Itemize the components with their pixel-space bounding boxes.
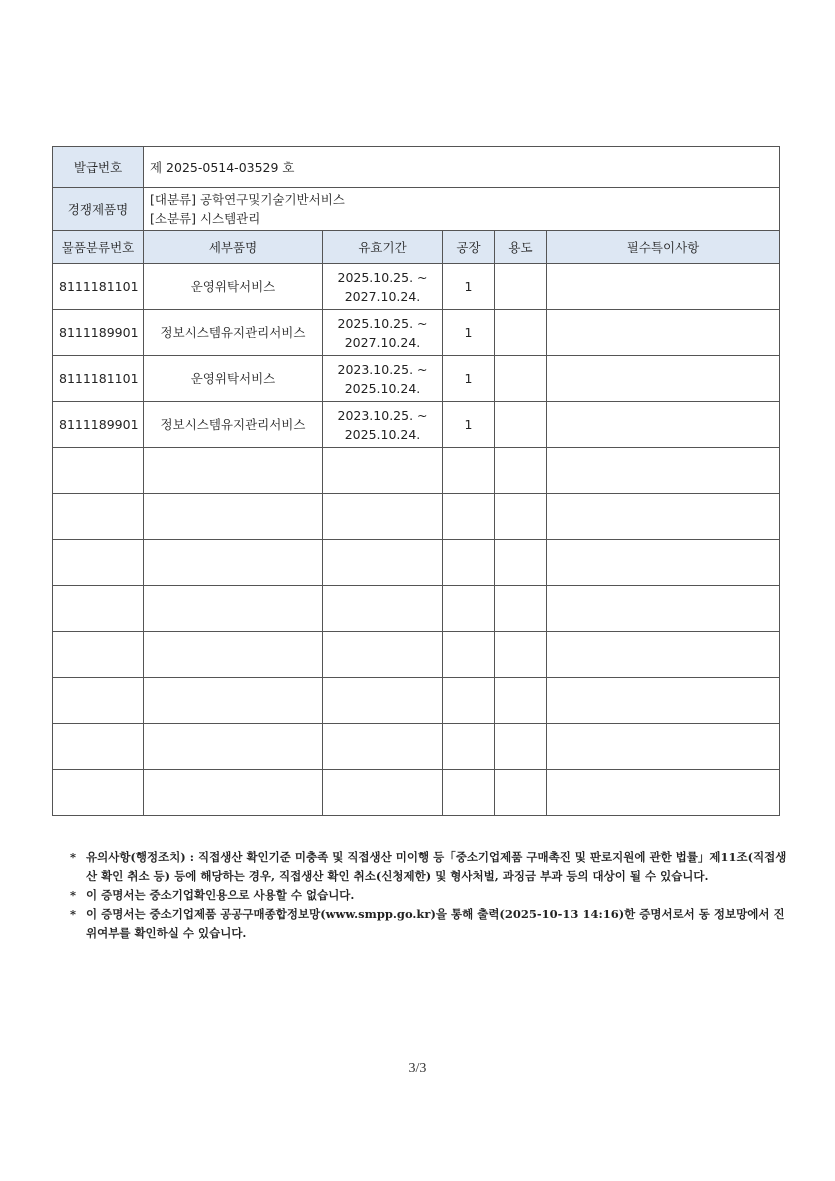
empty-cell bbox=[144, 770, 323, 816]
empty-cell bbox=[323, 770, 443, 816]
cell-remarks bbox=[547, 356, 780, 402]
empty-cell bbox=[547, 678, 780, 724]
empty-row bbox=[53, 632, 780, 678]
product-category-label: 경쟁제품명 bbox=[53, 188, 144, 231]
notes-section bbox=[70, 848, 790, 943]
empty-cell bbox=[547, 724, 780, 770]
note-bullet: * bbox=[70, 907, 77, 921]
product-category-row bbox=[53, 188, 780, 231]
empty-cell bbox=[323, 448, 443, 494]
empty-cell bbox=[547, 632, 780, 678]
cell-factory: 1 bbox=[443, 402, 495, 448]
empty-row bbox=[53, 586, 780, 632]
note-text: 이 증명서는 중소기업제품 공공구매종합정보망(www.smpp.go.kr)을 통해 출력(2025-10-13 14:16)한 증명서로서 동 정보망에서 진위여부를 확인하실 수 있습니다. bbox=[86, 907, 785, 940]
empty-cell bbox=[53, 448, 144, 494]
cell-factory: 1 bbox=[443, 264, 495, 310]
empty-cell bbox=[443, 494, 495, 540]
cell-period bbox=[323, 356, 443, 402]
empty-cell bbox=[323, 724, 443, 770]
empty-cell bbox=[144, 494, 323, 540]
empty-row bbox=[53, 540, 780, 586]
empty-cell bbox=[495, 770, 547, 816]
period-start: 2023.10.25. ~ bbox=[337, 361, 428, 377]
table-row bbox=[53, 264, 780, 310]
period-end: 2025.10.24. bbox=[344, 380, 421, 396]
cell-period bbox=[323, 310, 443, 356]
note-bullet: * bbox=[70, 850, 77, 864]
page-number: 3/3 bbox=[408, 1061, 427, 1076]
cell-usage bbox=[495, 310, 547, 356]
empty-cell bbox=[144, 448, 323, 494]
empty-cell bbox=[144, 724, 323, 770]
note-text: 유의사항(행정조치) : 직접생산 확인기준 미충족 및 직접생산 미이행 등「중소기업제품 구매촉진 및 판로지원에 관한 법률」제11조(직접생산 확인 취소 등) 등에 해당하는 경우, 직접생산 확인 취소(신청제한) 및 형사처벌, 과징금 부과 등의 대상이 될 수 있습니다. bbox=[86, 850, 787, 883]
category-minor: [소분류] 시스템관리 bbox=[150, 211, 261, 226]
empty-cell bbox=[495, 678, 547, 724]
empty-cell bbox=[495, 632, 547, 678]
empty-cell bbox=[547, 586, 780, 632]
cell-usage bbox=[495, 264, 547, 310]
note-item bbox=[70, 905, 790, 943]
cell-usage bbox=[495, 356, 547, 402]
empty-cell bbox=[443, 770, 495, 816]
note-item bbox=[70, 848, 790, 886]
cell-name: 정보시스템유지관리서비스 bbox=[144, 310, 323, 356]
empty-cell bbox=[323, 540, 443, 586]
column-header-code: 물품분류번호 bbox=[53, 231, 144, 264]
period-start: 2023.10.25. ~ bbox=[337, 407, 428, 423]
cell-name: 정보시스템유지관리서비스 bbox=[144, 402, 323, 448]
empty-row bbox=[53, 448, 780, 494]
empty-row bbox=[53, 724, 780, 770]
cell-code: 8111189901 bbox=[53, 310, 144, 356]
cell-period bbox=[323, 402, 443, 448]
period-start: 2025.10.25. ~ bbox=[337, 315, 428, 331]
column-header-factory: 공장 bbox=[443, 231, 495, 264]
column-header-usage: 용도 bbox=[495, 231, 547, 264]
empty-cell bbox=[443, 586, 495, 632]
column-header-period: 유효기간 bbox=[323, 231, 443, 264]
note-bullet: * bbox=[70, 888, 77, 902]
empty-cell bbox=[443, 724, 495, 770]
cell-remarks bbox=[547, 264, 780, 310]
table-row bbox=[53, 356, 780, 402]
empty-cell bbox=[443, 540, 495, 586]
empty-cell bbox=[144, 586, 323, 632]
empty-cell bbox=[443, 448, 495, 494]
period-end: 2027.10.24. bbox=[344, 334, 421, 350]
cell-code: 8111181101 bbox=[53, 356, 144, 402]
cell-period bbox=[323, 264, 443, 310]
empty-cell bbox=[547, 770, 780, 816]
empty-cell bbox=[144, 632, 323, 678]
empty-cell bbox=[53, 724, 144, 770]
empty-row bbox=[53, 678, 780, 724]
empty-cell bbox=[53, 632, 144, 678]
empty-cell bbox=[547, 494, 780, 540]
cell-name: 운영위탁서비스 bbox=[144, 356, 323, 402]
issue-number-label: 발급번호 bbox=[53, 147, 144, 188]
empty-cell bbox=[547, 540, 780, 586]
empty-cell bbox=[495, 586, 547, 632]
empty-cell bbox=[495, 724, 547, 770]
empty-cell bbox=[495, 494, 547, 540]
period-end: 2025.10.24. bbox=[344, 426, 421, 442]
empty-cell bbox=[144, 678, 323, 724]
cell-factory: 1 bbox=[443, 356, 495, 402]
cell-remarks bbox=[547, 310, 780, 356]
cell-remarks bbox=[547, 402, 780, 448]
cell-code: 8111189901 bbox=[53, 402, 144, 448]
empty-cell bbox=[323, 586, 443, 632]
issue-number-row bbox=[53, 147, 780, 188]
empty-cell bbox=[53, 770, 144, 816]
column-header-remarks: 필수특이사항 bbox=[547, 231, 780, 264]
empty-row bbox=[53, 494, 780, 540]
cell-code: 8111181101 bbox=[53, 264, 144, 310]
empty-cell bbox=[144, 540, 323, 586]
empty-cell bbox=[53, 586, 144, 632]
column-header-row bbox=[53, 231, 780, 264]
cell-factory: 1 bbox=[443, 310, 495, 356]
empty-cell bbox=[443, 632, 495, 678]
empty-cell bbox=[323, 494, 443, 540]
period-end: 2027.10.24. bbox=[344, 288, 421, 304]
note-text: 이 증명서는 중소기업확인용으로 사용할 수 없습니다. bbox=[86, 888, 355, 902]
certificate-table bbox=[52, 146, 780, 816]
table-row bbox=[53, 310, 780, 356]
column-header-name: 세부품명 bbox=[144, 231, 323, 264]
cell-name: 운영위탁서비스 bbox=[144, 264, 323, 310]
cell-usage bbox=[495, 402, 547, 448]
period-start: 2025.10.25. ~ bbox=[337, 269, 428, 285]
empty-cell bbox=[443, 678, 495, 724]
empty-cell bbox=[53, 494, 144, 540]
empty-cell bbox=[495, 540, 547, 586]
empty-cell bbox=[53, 540, 144, 586]
empty-cell bbox=[547, 448, 780, 494]
issue-number-value: 제 2025-0514-03529 호 bbox=[144, 147, 780, 188]
empty-cell bbox=[495, 448, 547, 494]
empty-cell bbox=[323, 678, 443, 724]
empty-cell bbox=[53, 678, 144, 724]
table-row bbox=[53, 402, 780, 448]
note-item bbox=[70, 886, 790, 905]
category-major: [대분류] 공학연구및기술기반서비스 bbox=[150, 192, 345, 207]
empty-cell bbox=[323, 632, 443, 678]
product-category-value bbox=[144, 188, 780, 231]
empty-row bbox=[53, 770, 780, 816]
